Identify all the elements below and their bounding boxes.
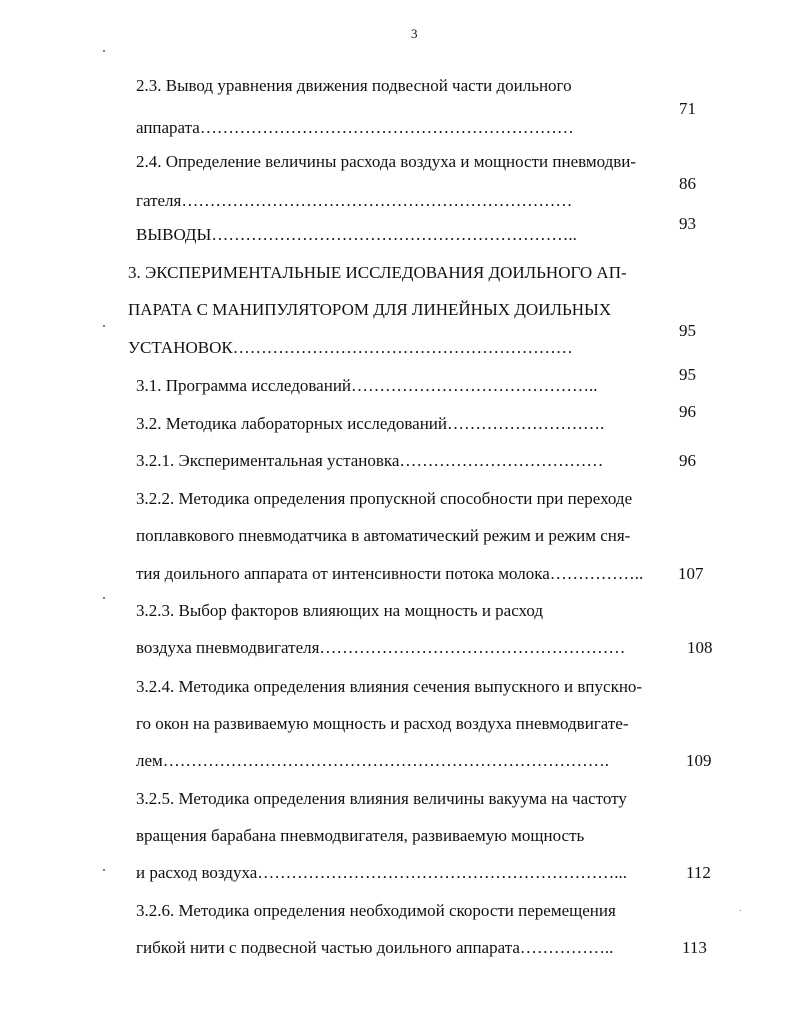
- scan-speck: [740, 910, 741, 911]
- toc-entry-line: 3.2.5. Методика определения влияния величины вакуума на частоту: [136, 789, 627, 808]
- toc-entry-line: и расход воздуха………………………………………………………...: [136, 863, 628, 882]
- toc-entry-line: гибкой нити с подвесной частью доильного аппарата……………..: [136, 938, 614, 957]
- toc-entry-line: 3. ЭКСПЕРИМЕНТАЛЬНЫЕ ИССЛЕДОВАНИЯ ДОИЛЬНОГО АП-: [128, 263, 627, 282]
- toc-entry-line: лем…………………………………………………………………….: [136, 751, 610, 770]
- toc-entry-line: УСТАНОВОК……………………………………………………: [128, 338, 573, 357]
- scan-speck: [103, 869, 105, 871]
- toc-page-number: 95: [679, 365, 696, 384]
- toc-page-number: 113: [682, 938, 707, 957]
- toc-entry-line: 3.2.6. Методика определения необходимой скорости перемещения: [136, 901, 616, 920]
- toc-entry-line: вращения барабана пневмодвигателя, развиваемую мощность: [136, 826, 585, 845]
- scan-speck: [103, 50, 105, 52]
- toc-page-number: 108: [687, 638, 713, 657]
- toc-entry-line: 2.3. Вывод уравнения движения подвесной части доильного: [136, 76, 572, 95]
- toc-entry-line: ПАРАТА С МАНИПУЛЯТОРОМ ДЛЯ ЛИНЕЙНЫХ ДОИЛЬНЫХ: [128, 300, 612, 319]
- page-number: 3: [411, 26, 418, 41]
- toc-entry-line: 3.2.2. Методика определения пропускной способности при переходе: [136, 489, 633, 508]
- toc-entry-line: гателя……………………………………………………………: [136, 191, 573, 210]
- toc-page-number: 112: [686, 863, 711, 882]
- toc-page-number: 71: [679, 99, 696, 118]
- toc-entry-line: 2.4. Определение величины расхода воздуха и мощности пневмодви-: [136, 152, 637, 171]
- toc-page-number: 96: [679, 451, 696, 470]
- toc-entry-line: ВЫВОДЫ………………………………………………………..: [136, 225, 577, 244]
- toc-page-number: 93: [679, 214, 696, 233]
- toc-entry-line: 3.1. Программа исследований……………………………………..: [136, 376, 598, 395]
- toc-page-number: 109: [686, 751, 712, 770]
- toc-entry-line: го окон на развиваемую мощность и расход воздуха пневмодвигате-: [136, 714, 629, 733]
- toc-entry-line: аппарата…………………………………………………………: [136, 118, 574, 137]
- toc-page-number: 86: [679, 174, 696, 193]
- toc-entry-line: тия доильного аппарата от интенсивности потока молока……………..: [136, 564, 644, 583]
- scan-speck: [103, 325, 105, 327]
- toc-entry-line: 3.2.3. Выбор факторов влияющих на мощность и расход: [136, 601, 544, 620]
- toc-page-number: 96: [679, 402, 696, 421]
- toc-entry-line: 3.2.1. Экспериментальная установка………………………………: [136, 451, 604, 470]
- toc-entry-line: поплавкового пневмодатчика в автоматический режим и режим сня-: [136, 526, 631, 545]
- toc-entry-line: воздуха пневмодвигателя………………………………………………: [136, 638, 626, 657]
- toc-page-number: 95: [679, 321, 696, 340]
- toc-entry-line: 3.2. Методика лабораторных исследований……………………….: [136, 414, 605, 433]
- toc-page-number: 107: [678, 564, 704, 583]
- toc-entry-line: 3.2.4. Методика определения влияния сечения выпускного и впускно-: [136, 677, 643, 696]
- scan-speck: [103, 597, 105, 599]
